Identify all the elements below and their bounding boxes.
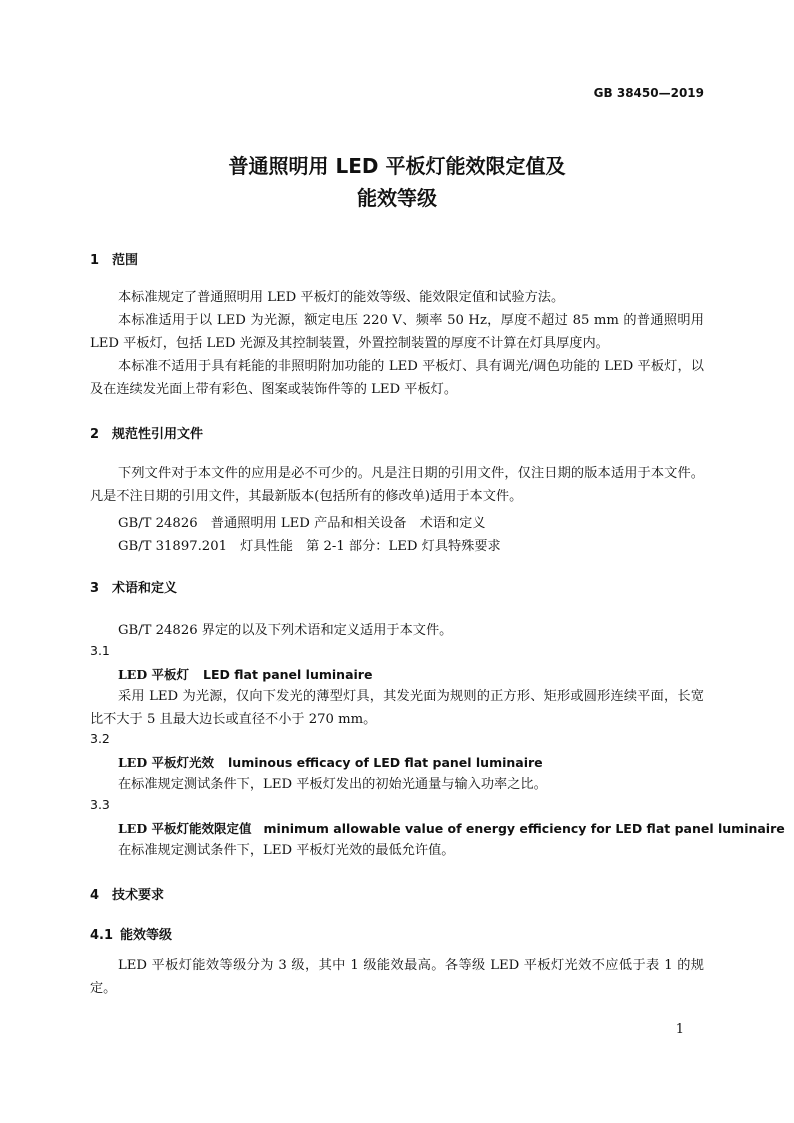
term-zh: LED 平板灯光效 bbox=[118, 755, 215, 770]
term-heading bbox=[118, 665, 372, 683]
term-en: minimum allowable value of energy efficiency for LED flat panel luminaire bbox=[263, 821, 785, 836]
term-heading bbox=[118, 753, 543, 771]
term-number: 3.1 bbox=[90, 643, 110, 658]
standard-number: GB 38450—2019 bbox=[593, 86, 704, 100]
subsection-4-1-heading bbox=[90, 924, 172, 943]
document-title-line2: 能效等级 bbox=[357, 186, 437, 210]
section-2-heading bbox=[90, 423, 203, 442]
term-zh: LED 平板灯能效限定值 bbox=[118, 821, 252, 836]
section-number: 1 bbox=[90, 253, 100, 268]
section-4-1-text: LED 平板灯能效等级分为 3 级，其中 1 级能效最高。各等级 LED 平板灯光效不应低于表 1 的规定。 bbox=[90, 958, 704, 996]
term-number: 3.2 bbox=[90, 731, 110, 746]
subsection-title: 能效等级 bbox=[120, 928, 173, 943]
section-2-intro: 下列文件对于本文件的应用是必不可少的。凡是注日期的引用文件，仅注日期的版本适用于本文件。凡是不注日期的引用文件，其最新版本(包括所有的修改单)适用于本文件。 bbox=[90, 466, 704, 504]
reference-item: GB/T 31897.201 灯具性能 第 2-1 部分：LED 灯具特殊要求 bbox=[118, 539, 501, 554]
term-number: 3.3 bbox=[90, 797, 110, 812]
section-title: 规范性引用文件 bbox=[112, 427, 204, 442]
term-definition: 采用 LED 为光源，仅向下发光的薄型灯具，其发光面为规则的正方形、矩形或圆形连续平面，长宽比不大于 5 且最大边长或直径不小于 270 mm。 bbox=[90, 689, 704, 727]
page-number: 1 bbox=[675, 1022, 684, 1037]
term-zh: LED 平板灯 bbox=[118, 667, 190, 682]
document-title-line1: 普通照明用 LED 平板灯能效限定值及 bbox=[228, 154, 566, 178]
reference-item: GB/T 24826 普通照明用 LED 产品和相关设备 术语和定义 bbox=[118, 516, 486, 531]
section-3-intro: GB/T 24826 界定的以及下列术语和定义适用于本文件。 bbox=[118, 623, 453, 638]
term-definition: 在标准规定测试条件下，LED 平板灯光效的最低允许值。 bbox=[118, 843, 455, 858]
section-3-heading bbox=[90, 577, 177, 596]
section-1-paragraph: 本标准不适用于具有耗能的非照明附加功能的 LED 平板灯、具有调光/调色功能的 LED 平板灯，以及在连续发光面上带有彩色、图案或装饰件等的 LED 平板灯。 bbox=[90, 359, 704, 397]
term-en: LED flat panel luminaire bbox=[203, 667, 373, 682]
section-number: 2 bbox=[90, 427, 100, 442]
section-1-paragraph: 本标准适用于以 LED 为光源，额定电压 220 V、频率 50 Hz，厚度不超过 85 mm 的普通照明用 LED 平板灯，包括 LED 光源及其控制装置，外置控制装置的厚度不计算在灯具厚度内。 bbox=[90, 313, 704, 351]
section-4-heading bbox=[90, 884, 164, 903]
subsection-number: 4.1 bbox=[90, 928, 114, 943]
term-definition: 在标准规定测试条件下，LED 平板灯发出的初始光通量与输入功率之比。 bbox=[118, 777, 547, 792]
section-title: 范围 bbox=[112, 253, 139, 268]
section-number: 3 bbox=[90, 581, 100, 596]
term-heading bbox=[118, 819, 785, 837]
section-number: 4 bbox=[90, 888, 100, 903]
section-1-paragraph: 本标准规定了普通照明用 LED 平板灯的能效等级、能效限定值和试验方法。 bbox=[118, 290, 565, 305]
section-1-heading bbox=[90, 249, 138, 268]
section-title: 技术要求 bbox=[112, 888, 165, 903]
section-title: 术语和定义 bbox=[112, 581, 178, 596]
term-en: luminous efficacy of LED flat panel luminaire bbox=[228, 755, 543, 770]
